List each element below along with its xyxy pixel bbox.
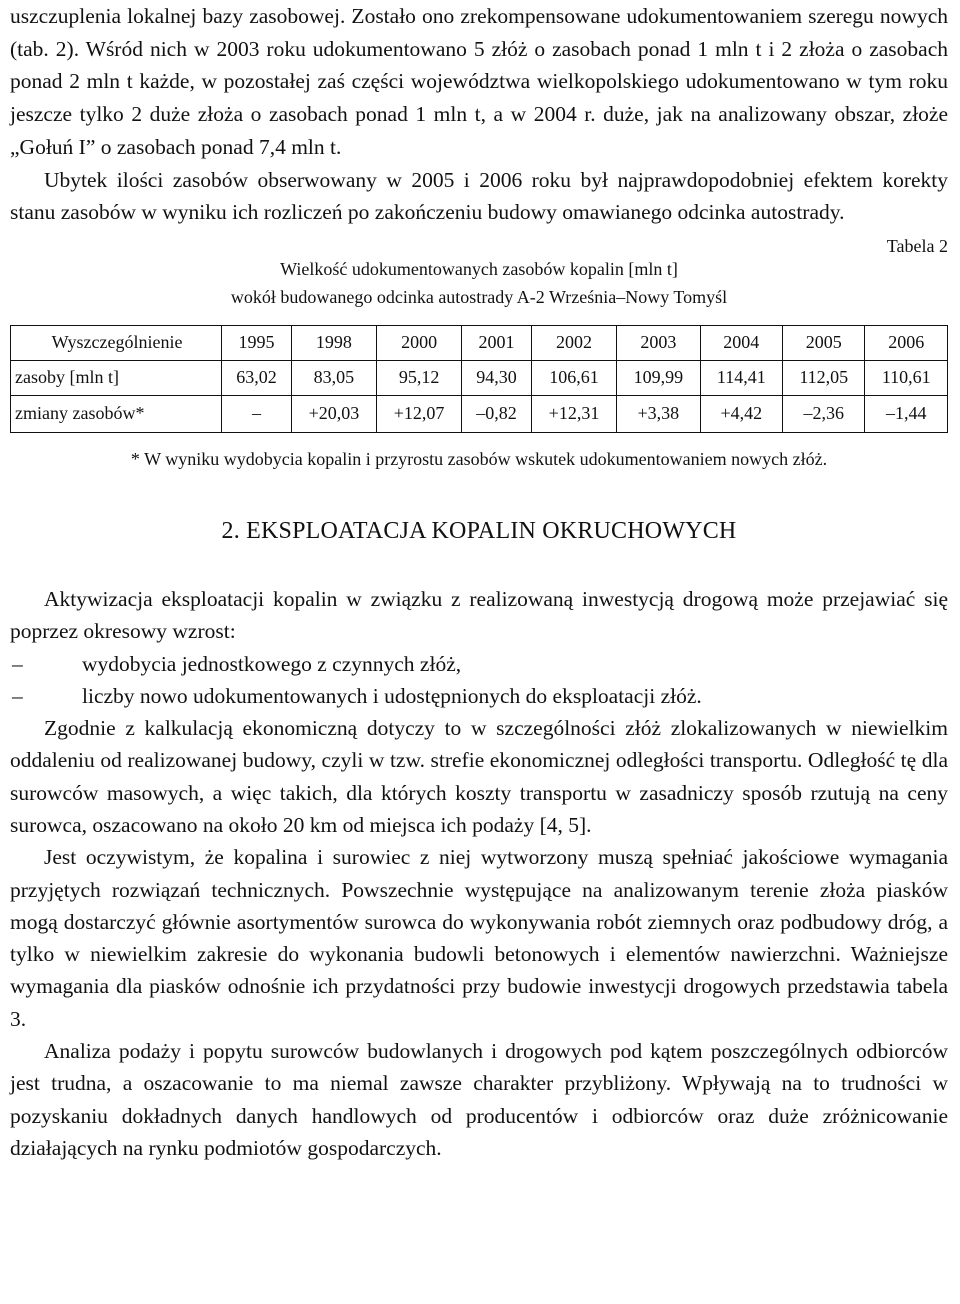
list-item [10,648,948,680]
header-cell: 2004 [700,325,782,360]
table-cell: 110,61 [865,360,948,395]
header-cell: 2003 [617,325,700,360]
table-cell: 106,61 [531,360,616,395]
header-cell: 2002 [531,325,616,360]
table-cell: –0,82 [462,395,532,432]
list-item [10,680,948,712]
table-cell: +4,42 [700,395,782,432]
table-label: Tabela 2 [886,235,948,256]
intro-paragraph-2: Ubytek ilości zasobów obserwowany w 2005 i 2006 roku był najprawdopodobniej efektem korekty stanu zasobów w wyniku ich rozliczeń po zakończeniu budowy omawianego odcinka autostrady. [10,167,948,225]
table-cell: +20,03 [291,395,376,432]
header-cell: 1998 [291,325,376,360]
table-caption-line-1: Wielkość udokumentowanych zasobów kopalin [mln t] [280,258,678,279]
table-cell: 94,30 [462,360,532,395]
section-heading: 2. EKSPLOATACJA KOPALIN OKRUCHOWYCH [221,517,737,544]
table-cell: zmiany zasobów* [11,395,222,432]
header-cell: 2000 [377,325,462,360]
document-page [10,0,948,1164]
table-footnote: * W wyniku wydobycia kopalin i przyrostu zasobów wskutek udokumentowaniem nowych złóż. [130,448,828,469]
table-row [11,360,948,395]
table-cell: +12,31 [531,395,616,432]
header-cell: 1995 [222,325,292,360]
table-header-row [11,325,948,360]
table-cell: 112,05 [783,360,865,395]
table-cell: 63,02 [222,360,292,395]
header-cell: 2001 [462,325,532,360]
list-item-text: liczby nowo udokumentowanych i udostępnionych do eksploatacji złóż. [82,683,702,708]
table-cell: –1,44 [865,395,948,432]
section-paragraph-3: Jest oczywistym, że kopalina i surowiec z niej wytworzony muszą spełniać jakościowe wymagania przyjętych rozwiązań technicznych. Powszechnie występujące na analizowanym terenie złoża piasków mogą dostarczyć głównie asortymentów surowca do wykonywania robót ziemnych oraz podbudowy dróg, a tylko w niewielkim zakresie do wykonania budowli betonowych i elementów nawierzchni. Ważniejsze wymagania dla piasków odnośnie ich przydatności przy budowie inwestycji drogowych przedstawia tabela 3. [10,845,948,1031]
intro-paragraph-1: uszczuplenia lokalnej bazy zasobowej. Zostało ono zrekompensowane udokumentowaniem szeregu nowych (tab. 2). Wśród nich w 2003 roku udokumentowano 5 złóż o zasobach ponad 1 mln t i 2 złoża o zasobach ponad 2 mln t każde, w pozostałej zaś części województwa wielkopolskiego udokumentowano w tym roku jeszcze tylko 2 duże złoża o zasobach ponad 1 mln t, a w 2004 r. duże, jak na analizowany obszar, złoże „Gołuń I” o zasobach ponad 7,4 mln t. [10,4,948,159]
table-cell: 114,41 [700,360,782,395]
table-cell: +12,07 [377,395,462,432]
table-cell: 95,12 [377,360,462,395]
table-cell: – [222,395,292,432]
section-paragraph-2: Zgodnie z kalkulacją ekonomiczną dotyczy to w szczególności złóż zlokalizowanych w niewielkim oddaleniu od realizowanej budowy, czyli w tzw. strefie ekonomicznej odległości transportu. Odległość tę dla surowców masowych, a więc takich, dla których koszty transportu w zasadniczy sposób rzutują na ceny surowca, oszacowano na około 20 km od miejsca ich podaży [4, 5]. [10,716,948,837]
table-row [11,395,948,432]
table-caption-line-2: wokół budowanego odcinka autostrady A-2 Września–Nowy Tomyśl [230,286,728,307]
section-paragraph-1: Aktywizacja eksploatacji kopalin w związku z realizowaną inwestycją drogową może przejawiać się poprzez okresowy wzrost: [10,586,948,644]
table-cell: 109,99 [617,360,700,395]
table-cell: 83,05 [291,360,376,395]
list-item-text: wydobycia jednostkowego z czynnych złóż, [82,651,462,676]
header-cell: 2006 [865,325,948,360]
table-caption [10,255,948,311]
table-cell: +3,38 [617,395,700,432]
section-paragraph-4: Analiza podaży i popytu surowców budowlanych i drogowych pod kątem poszczególnych odbiorców jest trudna, a oszacowanie to ma niemal zawsze charakter przybliżony. Wpływają na to trudności w pozyskaniu dokładnych danych handlowych od producentów i odbiorców oraz duże zróżnicowanie działających na rynku podmiotów gospodarczych. [10,1039,948,1160]
table-cell: zasoby [mln t] [11,360,222,395]
header-cell: Wyszczególnienie [11,325,222,360]
resources-table [10,325,948,433]
header-cell: 2005 [783,325,865,360]
bullet-dash: – [12,683,23,708]
bullet-dash: – [12,651,23,676]
table-cell: –2,36 [783,395,865,432]
